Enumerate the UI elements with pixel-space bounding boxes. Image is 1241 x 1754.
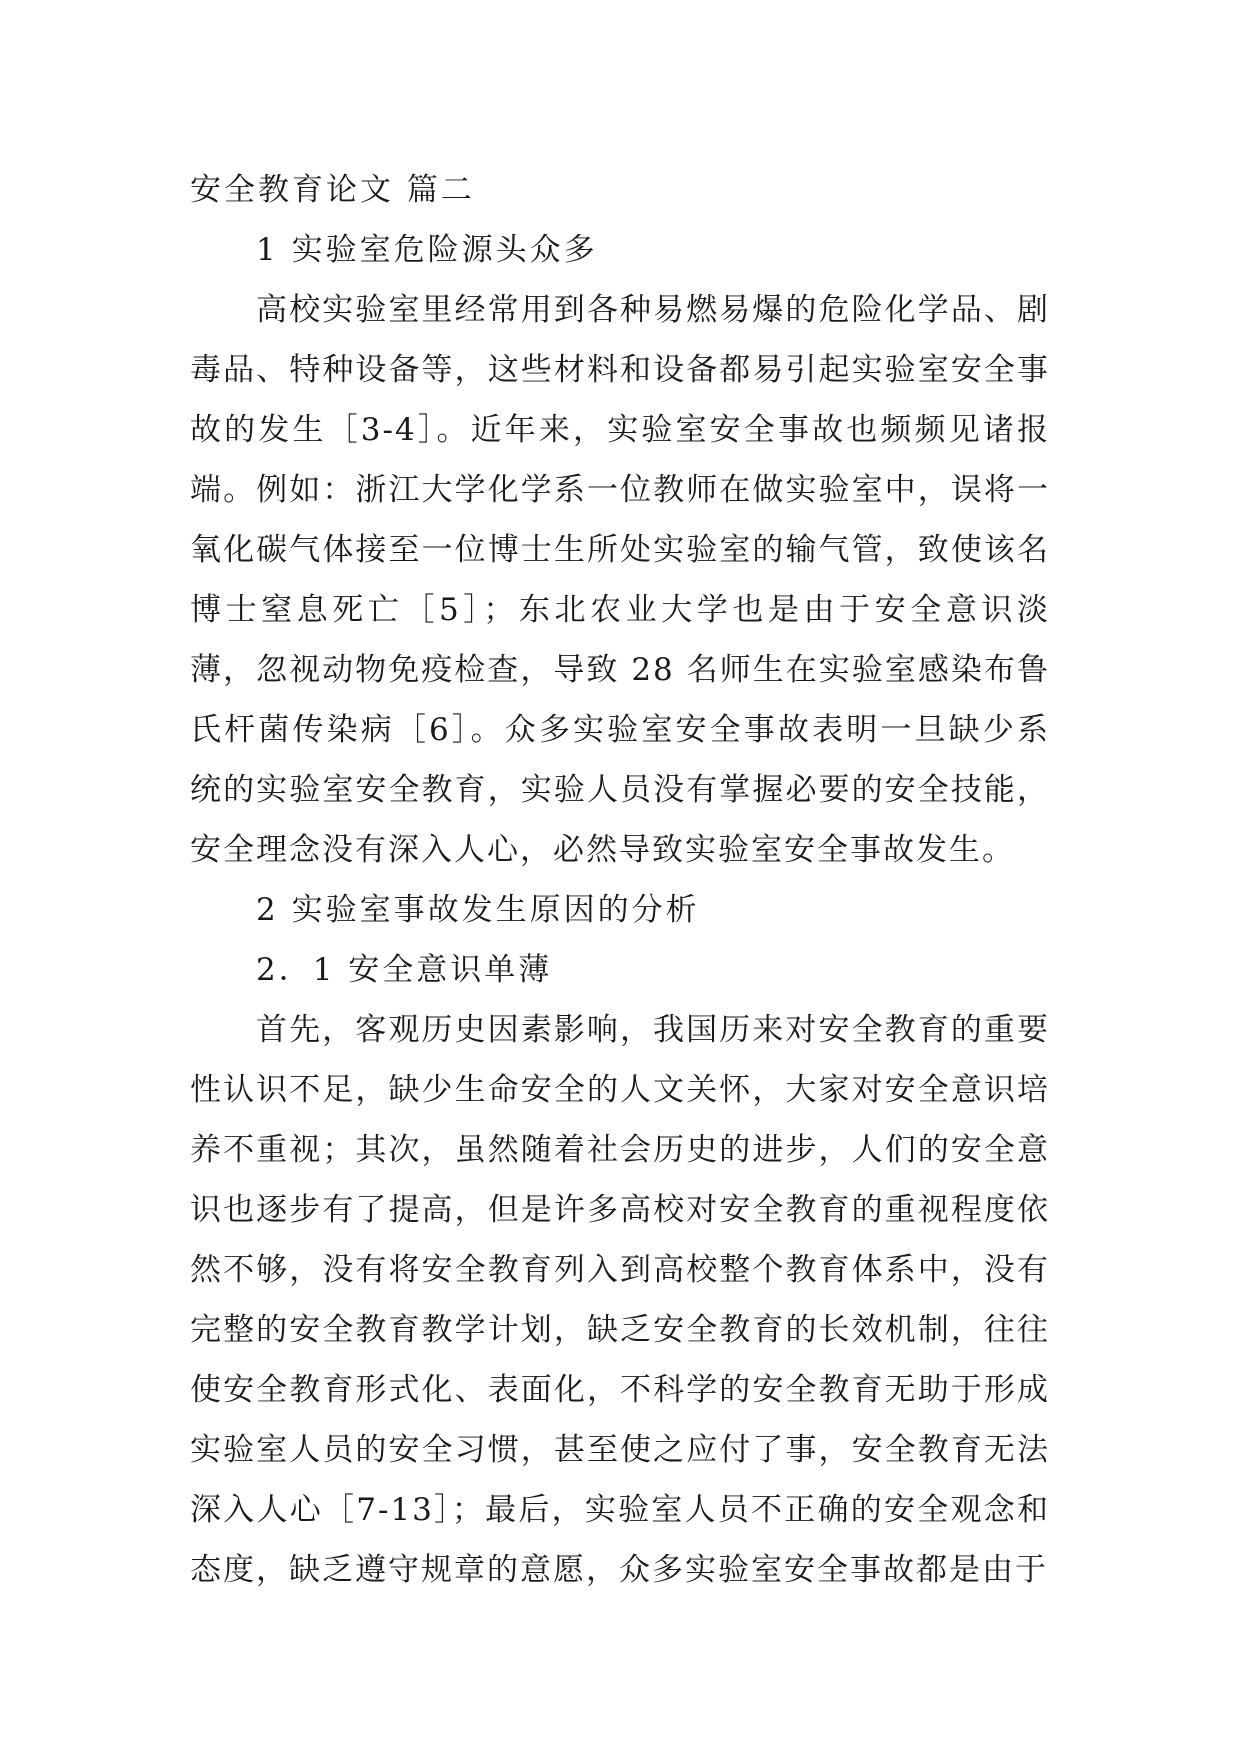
document-title: 安全教育论文 篇二 (190, 172, 475, 208)
section-heading-2: 2 实验室事故发生原因的分析 (256, 892, 700, 928)
paragraph-lab-hazards: 高校实验室里经常用到各种易燃易爆的危险化学品、剧毒品、特种设备等，这些材料和设备都易引起实验室安全事故的发生［3-4］。近年来，实验室安全事故也频频见诸报端。例如：浙江大学化学系一位教师在做实验室中，误将一氧化碳气体接至一位博士生所处实验室的输气管，致使该名博士窒息死亡［5］；东北农业大学也是由于安全意识淡薄，忽视动物免疫检查，导致 28 名师生在实验室感染布鲁氏杆菌传染病［6］。众多实验室安全事故表明一旦缺少系统的实验室安全教育，实验人员没有掌握必要的安全技能，安全理念没有深入人心，必然导致实验室安全事故发生。 (190, 292, 1050, 868)
paragraph-safety-awareness: 首先，客观历史因素影响，我国历来对安全教育的重要性认识不足，缺少生命安全的人文关怀，大家对安全意识培养不重视；其次，虽然随着社会历史的进步，人们的安全意识也逐步有了提高，但是许多高校对安全教育的重视程度依然不够，没有将安全教育列入到高校整个教育体系中，没有完整的安全教育教学计划，缺乏安全教育的长效机制，往往使安全教育形式化、表面化，不科学的安全教育无助于形成实验室人员的安全习惯，甚至使之应付了事，安全教育无法深入人心［7-13］；最后，实验室人员不正确的安全观念和态度，缺乏遵守规章的意愿，众多实验室安全事故都是由于 (190, 1012, 1050, 1588)
subsection-heading-2-1: 2．1 安全意识单薄 (256, 952, 553, 988)
section-heading-1: 1 实验室危险源头众多 (256, 232, 598, 268)
document-page (190, 160, 1050, 1600)
